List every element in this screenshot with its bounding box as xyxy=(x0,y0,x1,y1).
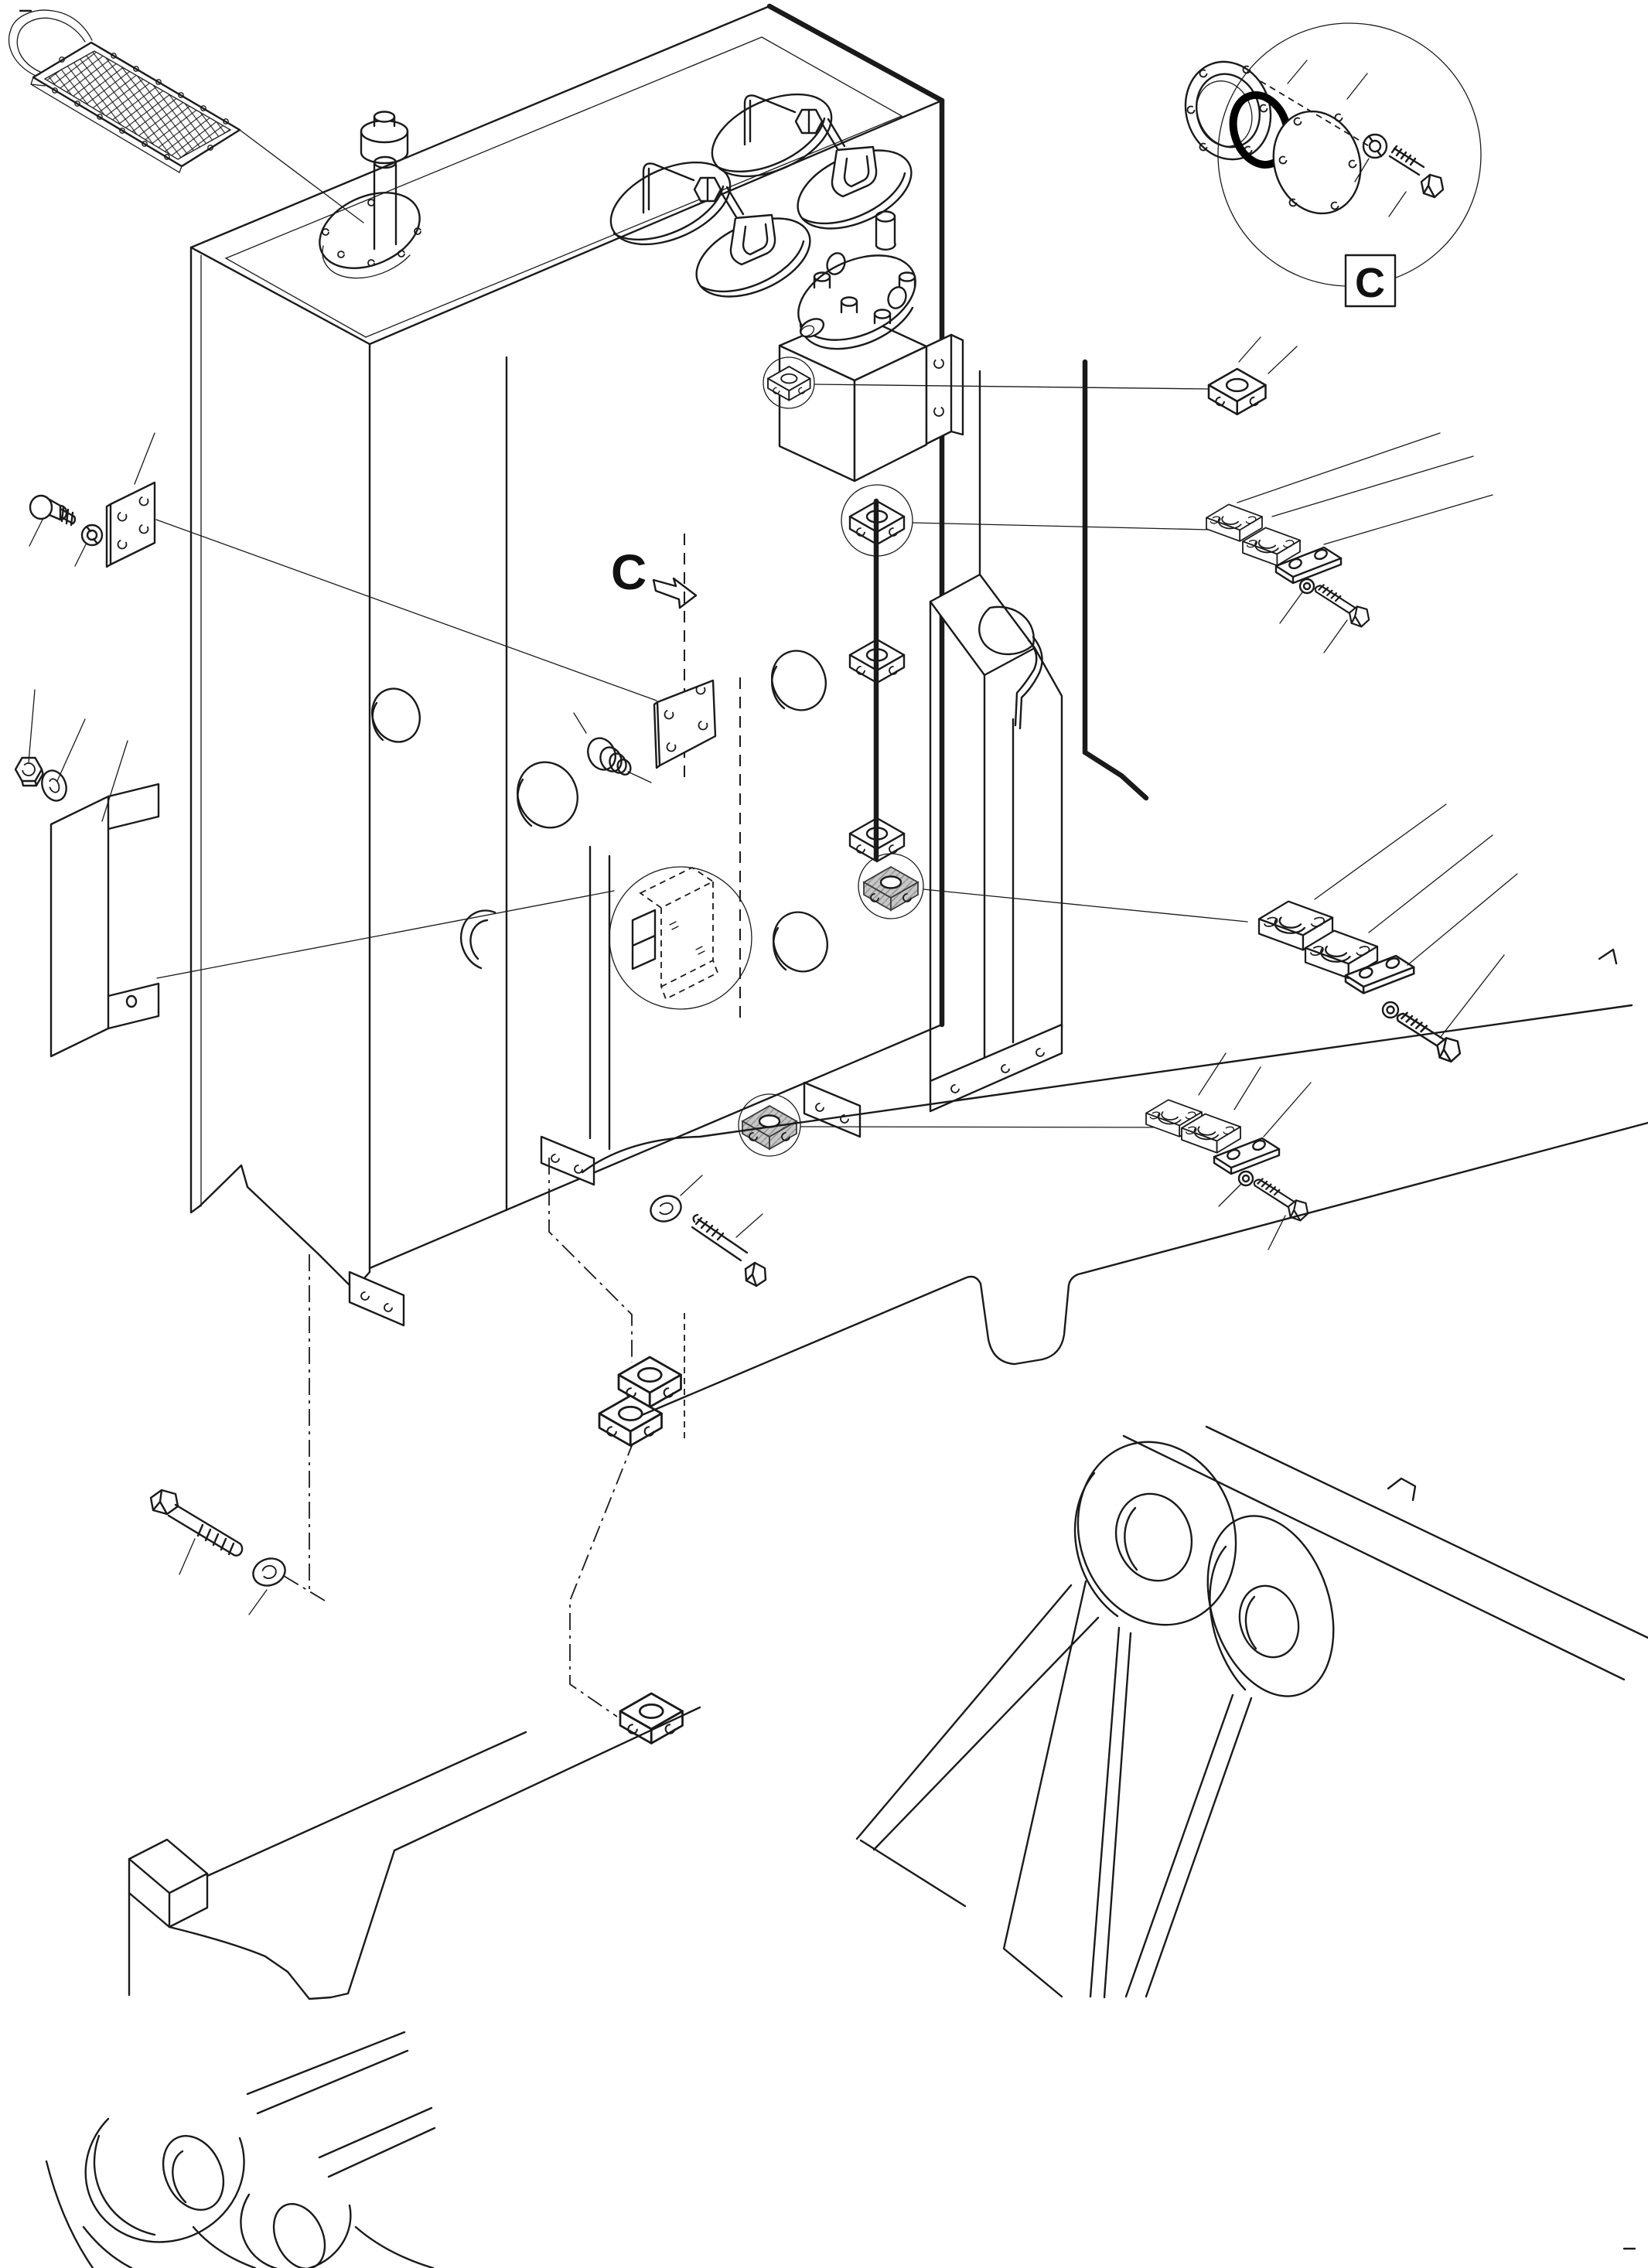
tank-bottom-edge xyxy=(370,1025,942,1268)
washer-bolt-group xyxy=(647,1175,766,1286)
detail-c-cover-plate xyxy=(1261,100,1373,224)
leader-line xyxy=(923,889,1247,922)
leader-line xyxy=(1239,337,1297,373)
arm-edge xyxy=(207,1707,700,1876)
cover-plug xyxy=(574,713,651,783)
detail-c-spring-washer xyxy=(1363,135,1387,158)
frame-web xyxy=(857,1585,1098,1906)
hidden-channel-bracket xyxy=(640,868,718,999)
channel-bracket xyxy=(51,784,159,1056)
tank-top-rear-edge xyxy=(769,6,942,101)
square-plate xyxy=(107,483,155,567)
section-arrow-icon xyxy=(653,578,696,608)
pivot-boss xyxy=(1055,1421,1259,1646)
detail-c-hex-bolt xyxy=(1390,146,1443,197)
leg-top-face xyxy=(930,575,1035,675)
hydraulic-tank xyxy=(191,6,942,1325)
frame-web xyxy=(1090,1628,1251,1997)
filler-stem xyxy=(374,164,396,249)
filler-cap xyxy=(361,112,408,164)
pipe-clamp-set xyxy=(1259,804,1517,1062)
arm-lug-ring xyxy=(86,2119,244,2242)
detail-c-callout xyxy=(1173,23,1481,306)
flat-washer xyxy=(647,1192,685,1226)
routing-line xyxy=(549,1158,632,1363)
filler-flange xyxy=(308,178,432,283)
port-cap xyxy=(763,643,834,718)
routing-line xyxy=(284,1254,325,1601)
hex-bolt xyxy=(151,1490,242,1556)
pipe-clamp-set xyxy=(1146,1053,1311,1250)
spring-washer xyxy=(1300,579,1314,593)
long-bolt-washer-group xyxy=(151,1490,289,1615)
phantom-circle xyxy=(609,867,752,1009)
filler-flange-edge xyxy=(322,246,410,278)
flat-washer xyxy=(249,1554,288,1590)
strainer-screen xyxy=(9,10,363,223)
frame-step xyxy=(1388,1478,1415,1500)
port-cap xyxy=(364,681,428,749)
port-caps xyxy=(364,643,836,980)
valve-mount-plates xyxy=(926,335,963,444)
hex-bolt xyxy=(692,1215,766,1286)
leader-line xyxy=(913,523,1209,530)
leader-line xyxy=(156,520,657,701)
bolt-washer-plate-group xyxy=(29,433,657,701)
filler-neck-and-cap xyxy=(308,112,432,283)
support-leg xyxy=(930,575,1062,1111)
hidden-bracket-callout xyxy=(609,867,752,1009)
nut-washer-bracket-group xyxy=(15,690,614,1056)
arm-web xyxy=(46,2161,433,2268)
leader-line xyxy=(240,130,363,223)
leader-line xyxy=(157,891,614,978)
spring-washer xyxy=(82,525,102,545)
port-cap xyxy=(765,904,836,980)
section-callout xyxy=(611,534,740,1022)
detail-label: C xyxy=(1355,260,1385,306)
pipe-clamp-set xyxy=(1206,433,1493,653)
routing-and-blocks xyxy=(284,1158,684,1743)
section-label: C xyxy=(611,544,647,600)
hex-nut xyxy=(15,758,43,786)
machine-frame xyxy=(582,950,1648,1997)
tank-foot xyxy=(350,1272,404,1325)
support-column-steps xyxy=(633,910,655,969)
frame-lower-edge xyxy=(642,1123,1648,1415)
detail-c-flange xyxy=(1173,50,1283,170)
frame-step xyxy=(1599,950,1616,963)
frame-top-edge xyxy=(582,1005,1632,1172)
spring-washer xyxy=(1239,1172,1253,1185)
mounting-bolt xyxy=(30,496,75,525)
pipe xyxy=(1085,362,1146,798)
arm-lug-ring xyxy=(241,2195,350,2268)
leader-line xyxy=(1315,804,1517,1038)
arm-web xyxy=(247,2032,435,2177)
spring-washer xyxy=(1383,1002,1398,1018)
port-cap xyxy=(508,753,588,837)
routing-line xyxy=(570,1440,634,1717)
frame-arm xyxy=(46,1707,700,2268)
tank-left-face xyxy=(191,247,370,1290)
tank-top-rim xyxy=(226,37,902,337)
leg-foot xyxy=(930,1025,1062,1111)
tank-foot xyxy=(804,1083,860,1137)
